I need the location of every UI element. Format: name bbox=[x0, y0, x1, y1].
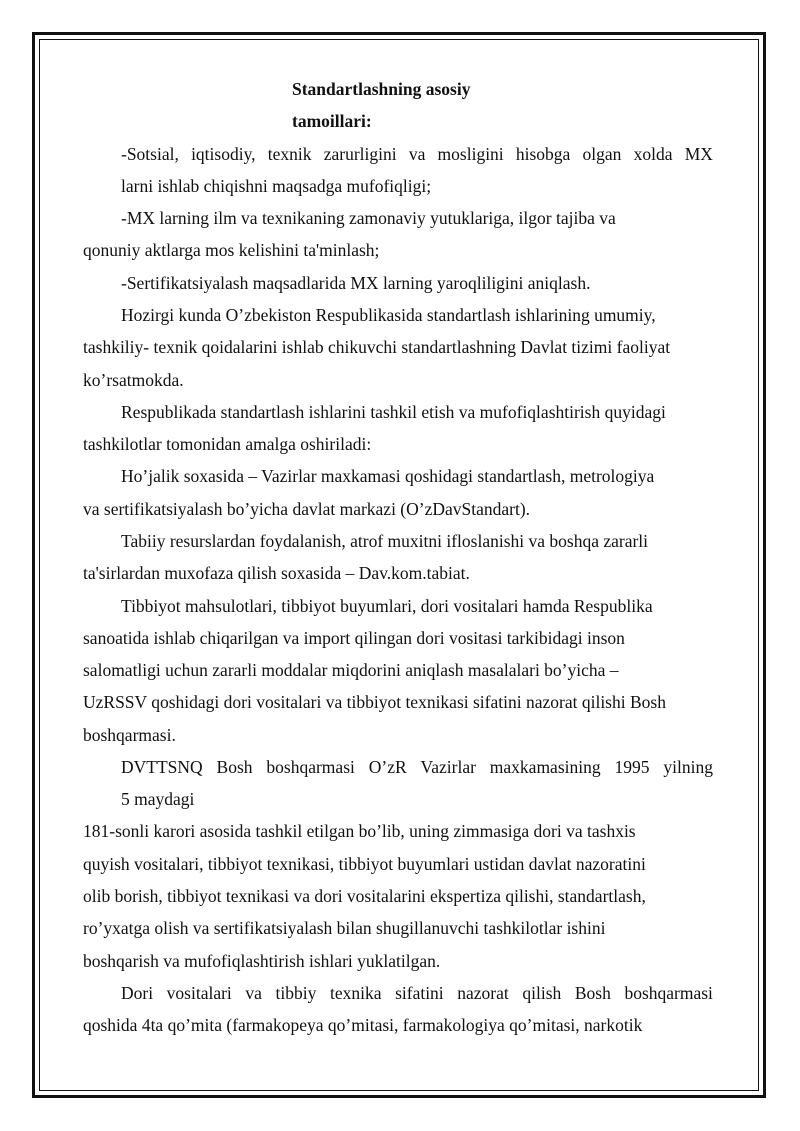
word: DVTTSNQ bbox=[121, 757, 203, 777]
word: nazorat bbox=[457, 983, 509, 1003]
text-line: boshqarmasi. bbox=[83, 725, 176, 745]
word: qilish bbox=[522, 983, 562, 1003]
text-line: 5 maydagi bbox=[121, 789, 195, 809]
text-line: Respublikada standartlash ishlarini tashkil etish va mufofiqlashtirish quyidagi bbox=[121, 402, 666, 422]
word: yilning bbox=[663, 757, 713, 777]
text-line: boshqarish va mufofiqlashtirish ishlari yuklatilgan. bbox=[83, 951, 441, 971]
text-line: tashkiliy- texnik qoidalarini ishlab chikuvchi standartlashning Davlat tizimi faoliyat bbox=[83, 337, 671, 357]
text-line: larni ishlab chiqishni maqsadga mufofiqligi; bbox=[121, 176, 432, 196]
word: sifatini bbox=[395, 983, 444, 1003]
text-line: 181-sonli karori asosida tashkil etilgan bo’lib, uning zimmasiga dori va tashxis bbox=[83, 821, 636, 841]
word: Bosh bbox=[574, 983, 611, 1003]
text-line bbox=[121, 982, 713, 1004]
text-line: UzRSSV qoshidagi dori vositalari va tibbiyot texnikasi sifatini nazorat qilishi Bosh bbox=[83, 692, 666, 712]
text-line: sanoatida ishlab chiqarilgan va import qilingan dori vositasi tarkibidagi inson bbox=[83, 628, 625, 648]
text-line: -MX larning ilm va texnikaning zamonaviy yutuklariga, ilgor tajiba va bbox=[121, 208, 616, 228]
text-line: Tibbiyot mahsulotlari, tibbiyot buyumlari, dori vositalari hamda Respublika bbox=[121, 596, 653, 616]
text-line: Tabiiy resurslardan foydalanish, atrof muxitni ifloslanishi va boshqa zararli bbox=[121, 531, 649, 551]
word: Bosh bbox=[216, 757, 253, 777]
word: maxkamasining bbox=[489, 757, 601, 777]
word: va bbox=[408, 144, 426, 164]
word: mosligini bbox=[437, 144, 504, 164]
word: -Sotsial, bbox=[121, 144, 179, 164]
word: boshqarmasi bbox=[266, 757, 355, 777]
word: xolda bbox=[633, 144, 673, 164]
text-line: salomatligi uchun zararli moddalar miqdorini aniqlash masalalari bo’yicha – bbox=[83, 660, 619, 680]
word: va bbox=[245, 983, 262, 1003]
word: iqtisodiy, bbox=[191, 144, 256, 164]
word: vositalari bbox=[166, 983, 232, 1003]
word: boshqarmasi bbox=[624, 983, 713, 1003]
word: hisobga bbox=[515, 144, 571, 164]
word: MX bbox=[684, 144, 713, 164]
text-line: qoshida 4ta qo’mita (farmakopeya qo’mitasi, farmakologiya qo’mitasi, narkotik bbox=[83, 1015, 643, 1035]
word: texnika bbox=[329, 983, 382, 1003]
text-line: qonuniy aktlarga mos kelishini ta'minlash; bbox=[83, 240, 380, 260]
text-line: -Sertifikatsiyalash maqsadlarida MX larning yaroqliligini aniqlash. bbox=[121, 273, 591, 293]
text-line: va sertifikatsiyalash bo’yicha davlat markazi (O’zDavStandart). bbox=[83, 499, 531, 519]
text-line bbox=[121, 756, 713, 778]
text-line: olib borish, tibbiyot texnikasi va dori vositalarini ekspertiza qilishi, standartlash, bbox=[83, 886, 646, 906]
text-line: Hozirgi kunda O’zbekiston Respublikasida standartlash ishlarining umumiy, bbox=[121, 305, 656, 325]
text-line: quyish vositalari, tibbiyot texnikasi, tibbiyot buyumlari ustidan davlat nazoratini bbox=[83, 854, 646, 874]
word: Vazirlar bbox=[420, 757, 476, 777]
title-line-2: tamoillari: bbox=[292, 111, 372, 131]
word: zarurligini bbox=[323, 144, 397, 164]
title-line-1: Standartlashning asosiy bbox=[292, 79, 471, 99]
text-line: tashkilotlar tomonidan amalga oshiriladi: bbox=[83, 434, 372, 454]
text-line bbox=[121, 143, 713, 165]
word: O’zR bbox=[368, 757, 407, 777]
word: 1995 bbox=[614, 757, 650, 777]
text-line: Ho’jalik soxasida – Vazirlar maxkamasi qoshidagi standartlash, metrologiya bbox=[121, 466, 655, 486]
word: tibbiy bbox=[275, 983, 317, 1003]
word: texnik bbox=[267, 144, 312, 164]
text-line: ta'sirlardan muxofaza qilish soxasida – Dav.kom.tabiat. bbox=[83, 563, 470, 583]
word: Dori bbox=[121, 983, 154, 1003]
text-line: ko’rsatmokda. bbox=[83, 370, 184, 390]
word: olgan bbox=[582, 144, 622, 164]
text-line: ro’yxatga olish va sertifikatsiyalash bilan shugillanuvchi tashkilotlar ishini bbox=[83, 918, 606, 938]
